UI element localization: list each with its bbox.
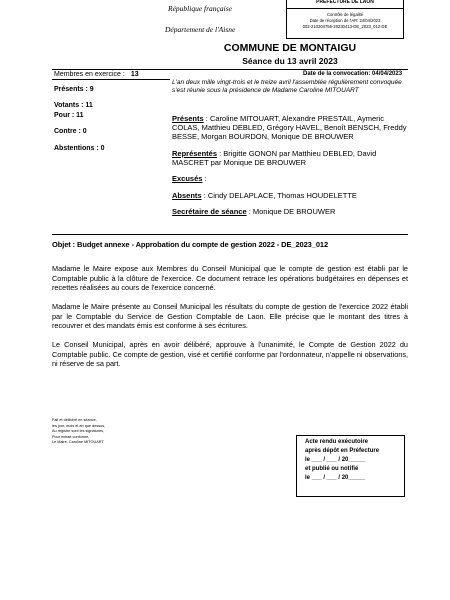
executoire-box [296, 435, 405, 497]
contre-count: Contre : 0 [54, 128, 87, 135]
paragraph-expose: Madame le Maire expose aux Membres du Conseil Municipal que le compte de gestion est établi par le Comptable public à la clôture de l'exercice. Ce document retrace les opérations budgétaires en dépenses et recettes réalisées au cours de l'exercice concerné. [52, 264, 408, 292]
abstentions-count: Abstentions : 0 [54, 145, 105, 152]
signature-line: Pour extrait conforme, [52, 434, 90, 439]
acte-line: après dépôt en Préfecture [305, 448, 380, 454]
convocation-date: Date de la convocation: 04/04/2023 [303, 71, 403, 77]
secretaire-label: Secrétaire de séance [172, 207, 247, 216]
signature-line: Au registre sont les signatures, [52, 429, 105, 433]
absents-section [172, 191, 412, 200]
membres-label: Membres en exercice : [54, 71, 125, 78]
presents-list: : Caroline MITOUART, Alexandre PRESTAIL, Aymeric COLAS, Matthieu DEBLED, Grégory HAVEL, Benoît BENSCH, Freddy BESSE, Morgan BOURDON, Monique DE BROUWER [172, 114, 407, 141]
membres-count [54, 71, 139, 78]
stamp-title: PREFECTURE DE LAON [287, 0, 403, 9]
votants-count: Votants : 11 [54, 102, 93, 109]
membres-value: 13 [130, 71, 139, 78]
pour-count: Pour : 11 [54, 112, 84, 119]
session-intro: L'an deux mille vingt-trois et le treize avril l'assemblée régulièrement convoquée s'est réunie sous la présidence de Madame Caroline MITOUART [172, 79, 402, 94]
acte-line: le ___ / ___ / 20_____ [305, 457, 366, 463]
paragraph-resultats: Madame le Maire présente au Conseil Municipal les résultats du compte de gestion de l'exercice 2022 établi par le Comptable du Service de Gestion Comptable de Laon. Elle précise que le montant des titres à recouvrer et des mandats émis est conforme à ses écritures. [52, 302, 408, 330]
seance-date: Séance du 13 avril 2023 [242, 56, 338, 66]
secretaire-name: : Monique DE BROUWER [246, 207, 336, 216]
absents-label: Absents [172, 191, 202, 200]
excuses-section [172, 174, 412, 183]
objet-title: Objet : Budget annexe - Approbation du compte de gestion 2022 - DE_2023_012 [52, 240, 329, 249]
representes-section [172, 149, 412, 167]
presents-count: Présents : 9 [54, 86, 94, 93]
acte-line: le ___ / ___ / 20_____ [305, 475, 366, 481]
signature-line: Fait et délibéré en séance, [52, 418, 97, 422]
representes-label: Représentés [172, 149, 218, 158]
prefecture-stamp [286, 0, 404, 39]
secretaire-section [172, 207, 412, 216]
header-divider [52, 69, 408, 70]
stamp-line-date: Date de réception de l'AR: 24/04/2023 [309, 18, 381, 23]
representes-list: : Brigitte GONON par Matthieu DEBLED, David MASCRET par Monique DE BROUWER [172, 149, 377, 167]
objet-divider [52, 234, 408, 235]
stamp-line-control: Contrôle de légalité [326, 12, 364, 17]
acte-line: Acte rendu exécutoire [305, 439, 369, 445]
signature-line: Le Maire, Caroline MITOUART [52, 440, 104, 444]
presents-section [172, 114, 412, 141]
commune-title: COMMUNE DE MONTAIGU [223, 42, 357, 54]
signature-block [52, 418, 105, 446]
excuses-list: : [202, 174, 207, 183]
paragraph-decision: Le Conseil Municipal, après en avoir délibéré, approuve à l'unanimité, le Compte de Gestion 2022 du Comptable public. Ce compte de gestion, visé et certifié conforme par l'ordonnateur, n'appelle ni observations, ni réserve de sa part. [52, 340, 408, 368]
signature-line: les jour, mois et an que dessus, [52, 423, 106, 428]
stamp-line-reference: 002-210204756-20230413-DE_2023_012-DE [302, 24, 388, 29]
department-heading: Département de l'Aisne [165, 25, 236, 34]
republic-heading: République française [168, 4, 232, 13]
acte-line: et publié ou notifié [305, 466, 359, 472]
membres-divider [52, 79, 170, 80]
excuses-label: Excusés [172, 174, 203, 183]
presents-label: Présents [172, 114, 204, 123]
absents-list: : Cindy DELAPLACE, Thomas HOUDELETTE [201, 191, 357, 200]
